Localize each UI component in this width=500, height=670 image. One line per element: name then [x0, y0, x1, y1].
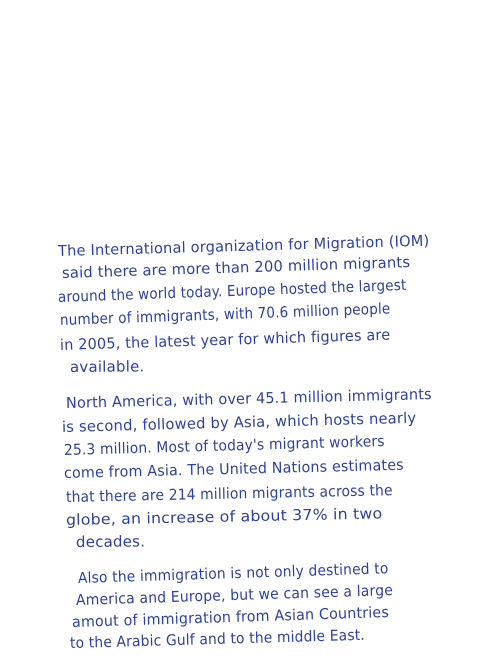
paragraph-3-line-2: America and Europe, but we can see a large [75, 581, 394, 609]
paragraph-3-line-4: to the Arabic Gulf and to the middle East. [69, 625, 366, 652]
paragraph-3-line-1: Also the immigration is not only destined to [77, 559, 389, 587]
paragraph-1-line-6: available. [69, 357, 145, 376]
paragraph-1-line-4: number of immigrants, with 70.6 million people [59, 299, 391, 329]
paragraph-2-line-5: that there are 214 million migrants across the [65, 481, 393, 506]
paragraph-1-line-2: said there are more than 200 million migrants [61, 253, 411, 282]
paragraph-2-line-1: North America, with over 45.1 million immigrants [65, 385, 432, 412]
paragraph-2-line-3: 25.3 million. Most of today's migrant workers [63, 432, 385, 459]
paragraph-1-line-3: around the world today. Europe hosted the largest [57, 275, 407, 306]
paragraph-3-line-3: amout of immigration from Asian Countries [71, 603, 390, 631]
paragraph-2-line-7: decades. [75, 532, 146, 551]
paragraph-1-line-5: in 2005, the latest year for which figures are [59, 325, 391, 354]
paragraph-2-line-6: globe, an increase of about 37% in two [65, 504, 383, 529]
paragraph-2-line-2: is second, followed by Asia, which hosts nearly [61, 408, 417, 436]
paragraph-1-line-1: The International organization for Migration (IOM) [57, 231, 430, 260]
paragraph-2-line-4: come from Asia. The United Nations estimates [63, 455, 404, 482]
